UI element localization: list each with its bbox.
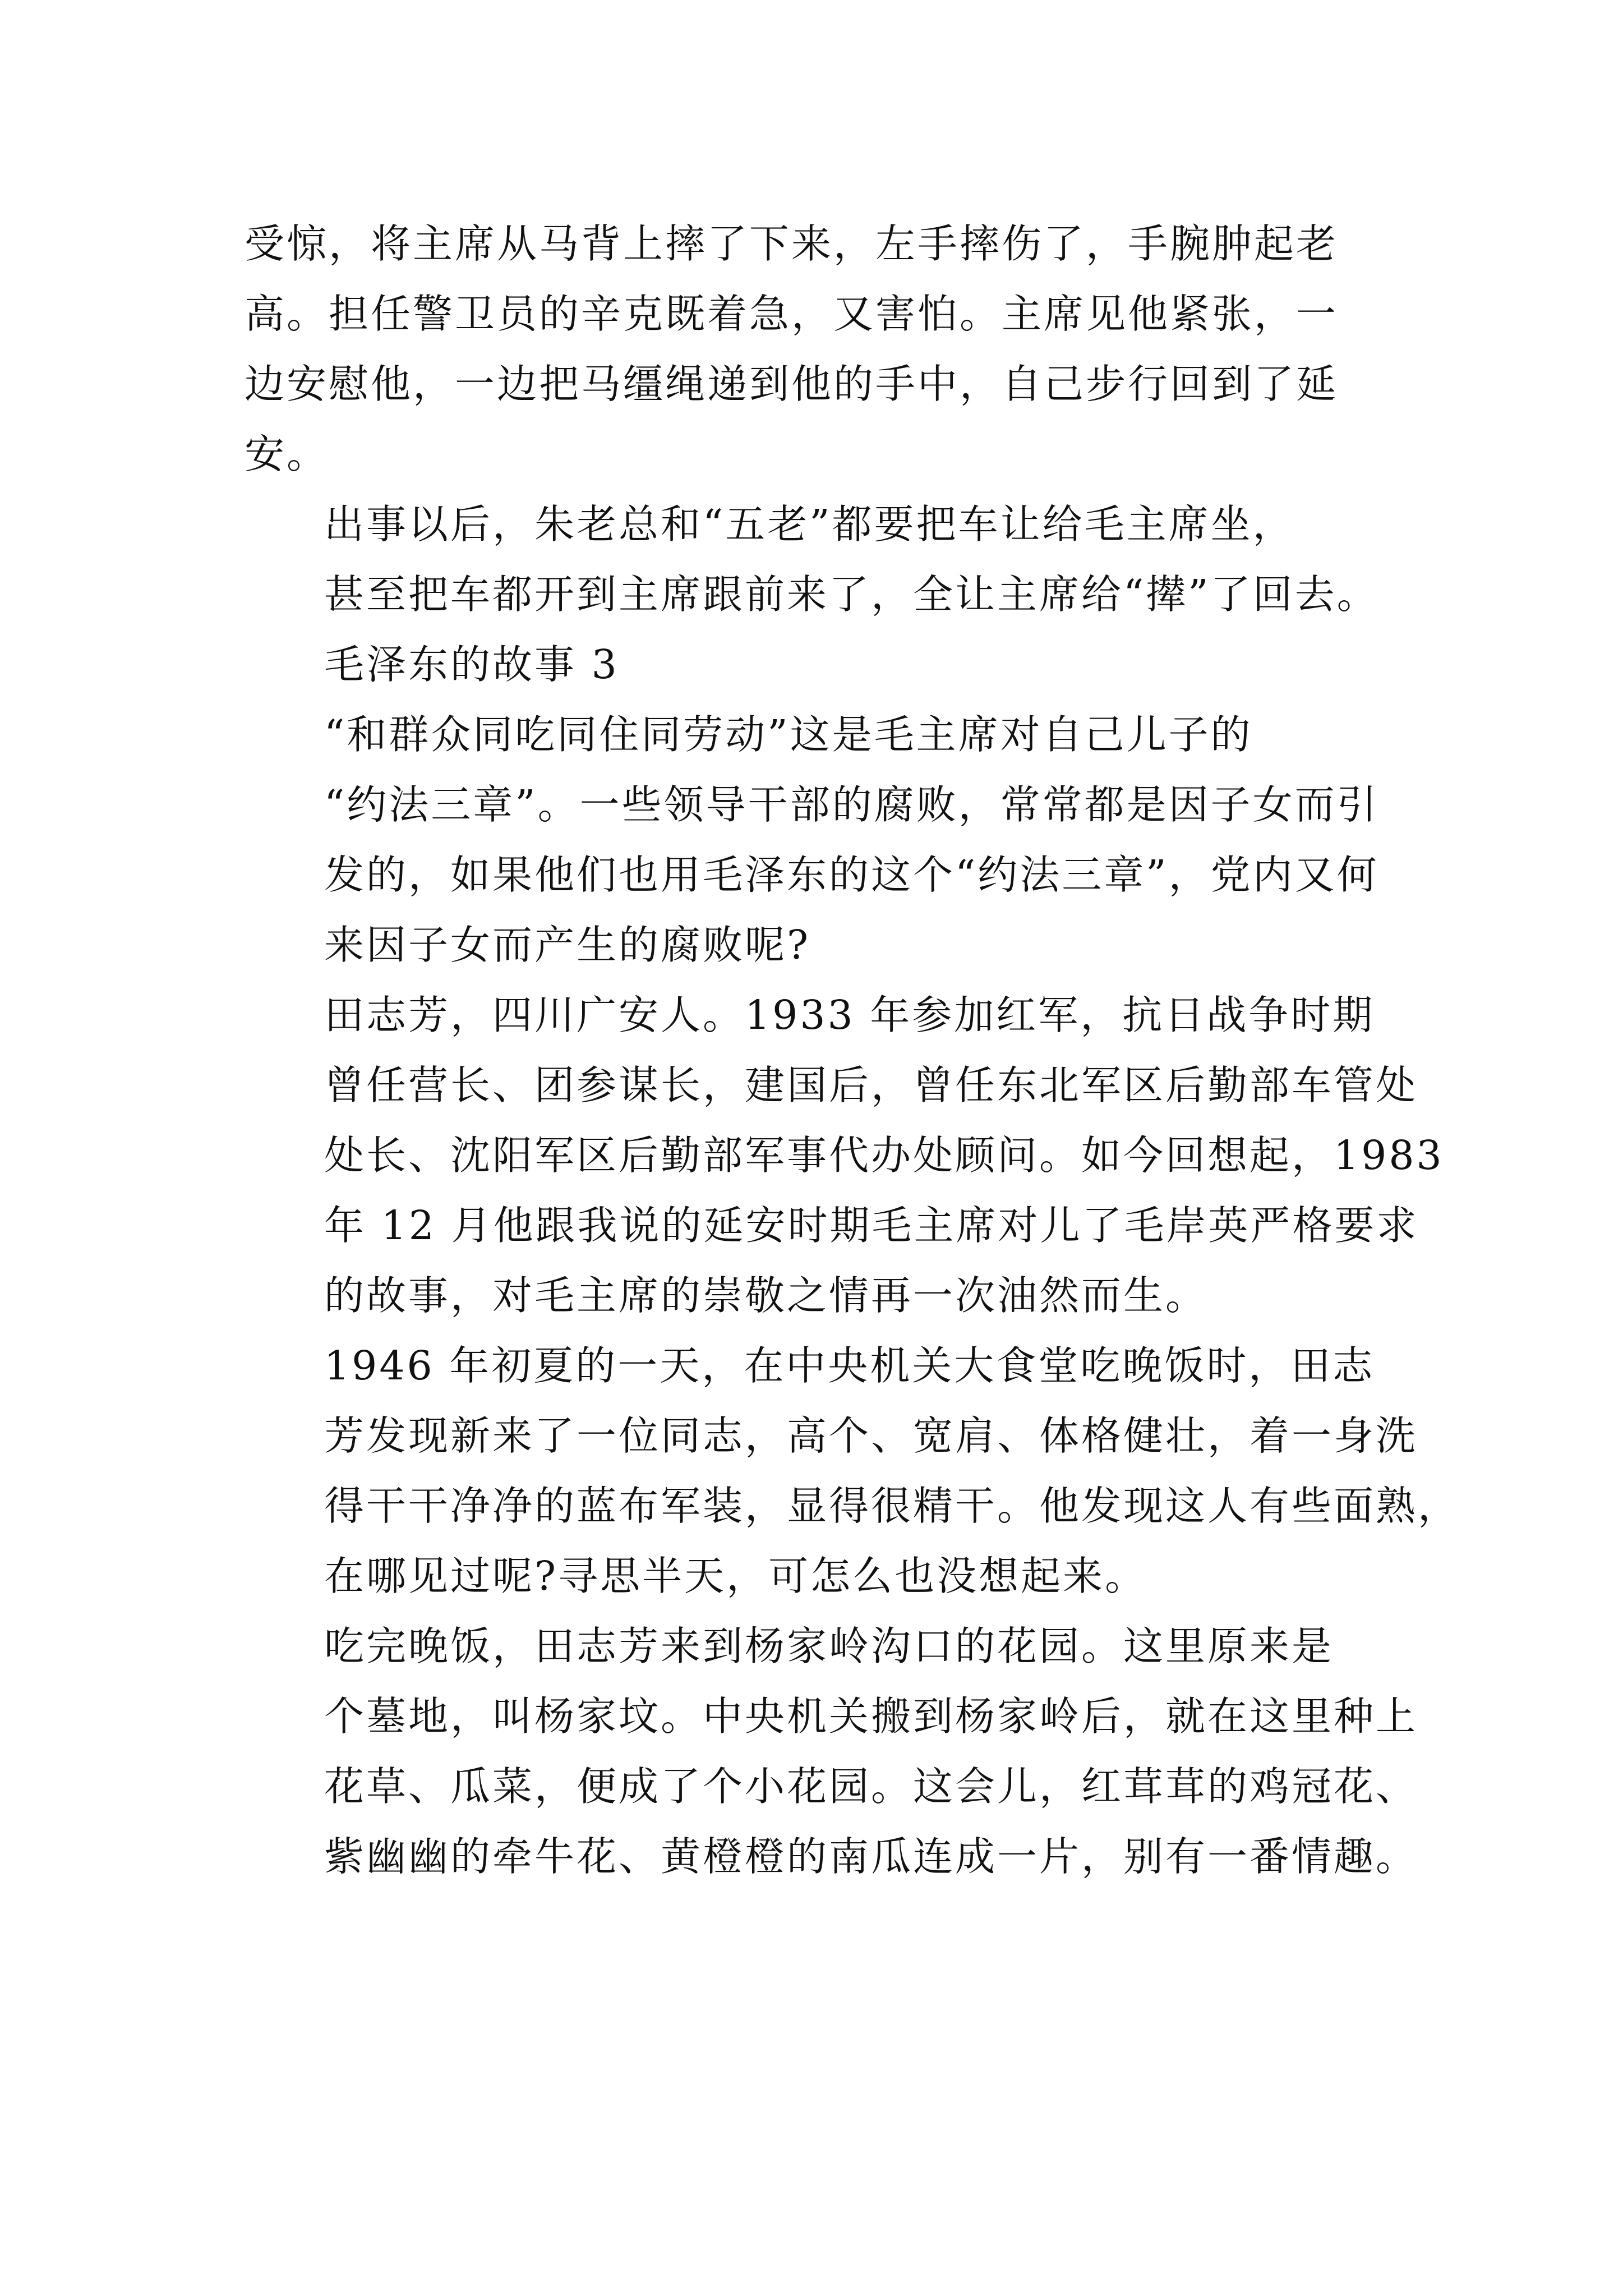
text-line: 得干干净净的蓝布军装，显得很精干。他发现这人有些面熟， — [324, 1483, 1460, 1529]
paragraph — [245, 209, 1389, 489]
text-line: 曾任营长、团参谋长，建国后，曾任东北军区后勤部车管处 — [324, 1062, 1418, 1108]
paragraph — [245, 1331, 1460, 1611]
text-line: 边安慰他，一边把马缰绳递到他的手中，自己步行回到了延 — [245, 361, 1339, 407]
text-line: “约法三章”。一些领导干部的腐败，常常都是因子女而引 — [324, 781, 1379, 828]
text-line: 花草、瓜菜，便成了个小花园。这会儿，红茸茸的鸡冠花、 — [324, 1763, 1418, 1810]
text-line: 在哪见过呢?寻思半天，可怎么也没想起来。 — [324, 1553, 1147, 1599]
text-line: 高。担任警卫员的辛克既着急，又害怕。主席见他紧张，一 — [245, 291, 1339, 337]
section-heading — [245, 629, 1389, 700]
paragraph — [245, 1611, 1418, 1892]
text-line: 年 12 月他跟我说的延安时期毛主席对儿了毛岸英严格要求 — [324, 1202, 1419, 1249]
paragraph — [245, 980, 1444, 1331]
text-line: 芳发现新来了一位同志，高个、宽肩、体格健壮，着一身洗 — [324, 1412, 1418, 1459]
text-line: 受惊，将主席从马背上摔了下来，左手摔伤了，手腕肿起老 — [245, 220, 1339, 267]
text-line: 毛泽东的故事 3 — [324, 641, 619, 688]
text-line: 处长、沈阳军区后勤部军事代办处顾问。如今回想起，1983 — [324, 1132, 1444, 1179]
document-body — [245, 209, 1460, 1892]
text-line: 紫幽幽的牵牛花、黄橙橙的南瓜连成一片，别有一番情趣。 — [324, 1833, 1418, 1880]
text-line: 1946 年初夏的一天，在中央机关大食堂吃晚饭时，田志 — [324, 1342, 1375, 1389]
text-line: 田志芳，四川广安人。1933 年参加红军，抗日战争时期 — [324, 992, 1375, 1038]
paragraph — [245, 489, 1389, 629]
text-line: 来因子女而产生的腐败呢? — [324, 922, 811, 968]
text-line: 吃完晚饭，田志芳来到杨家岭沟口的花园。这里原来是 — [324, 1623, 1334, 1669]
paragraph — [245, 700, 1389, 980]
text-line: 的故事，对毛主席的崇敬之情再一次油然而生。 — [324, 1272, 1208, 1319]
text-line: “和群众同吃同住同劳动”这是毛主席对自己儿子的 — [324, 711, 1253, 758]
text-line: 甚至把车都开到主席跟前来了，全让主席给“撵”了回去。 — [324, 571, 1379, 618]
text-line: 出事以后，朱老总和“五老”都要把车让给毛主席坐， — [324, 501, 1295, 547]
text-line: 发的，如果他们也用毛泽东的这个“约法三章”，党内又何 — [324, 852, 1379, 898]
text-line: 安。 — [245, 431, 329, 477]
text-line: 个墓地，叫杨家坟。中央机关搬到杨家岭后，就在这里种上 — [324, 1693, 1418, 1740]
